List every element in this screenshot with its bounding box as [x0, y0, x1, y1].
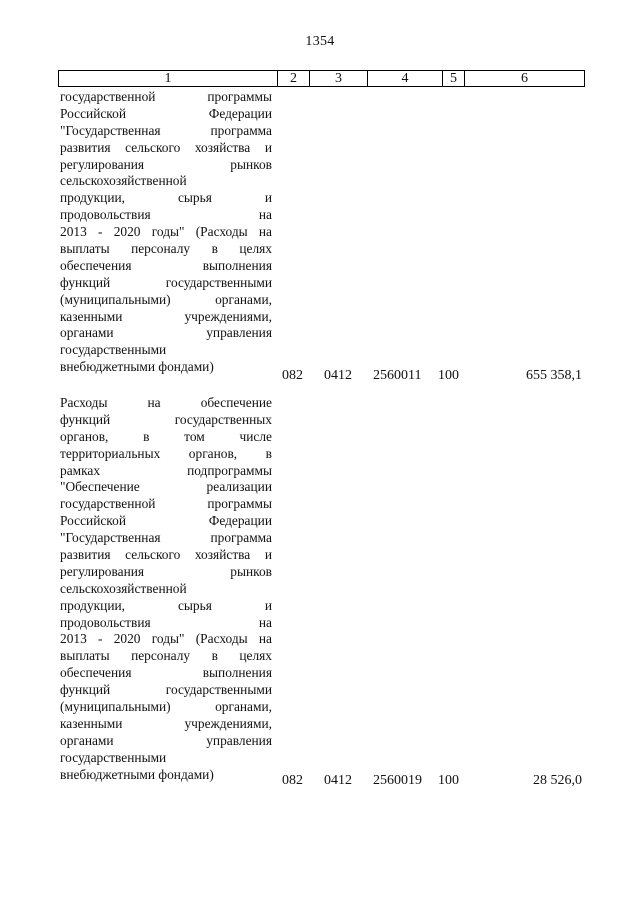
header-cell-6: 6 [464, 71, 584, 86]
description-line: органами управления [60, 732, 272, 748]
description-line: (муниципальными) органами, [60, 699, 272, 715]
header-cell-4: 4 [367, 71, 442, 86]
description-line: продукции, сырья и [60, 597, 272, 613]
description-line: органов, в том числе [60, 428, 272, 444]
description-line: внебюджетными фондами) [60, 766, 214, 782]
description-line: казенными учреждениями, [60, 308, 272, 324]
description-line: 2013 - 2020 годы" (Расходы на [60, 224, 272, 240]
description-line: продовольствия на [60, 207, 272, 223]
description-line: регулирования рынков [60, 563, 272, 579]
description-line: государственной программы [60, 89, 272, 104]
cell-col3: 0412 [324, 773, 352, 788]
description-line: казенными учреждениями, [60, 715, 272, 731]
description-line: выплаты персоналу в целях [60, 241, 272, 257]
cell-col4: 2560019 [373, 773, 422, 788]
table-header-row [58, 70, 585, 87]
description-line: продовольствия на [60, 614, 272, 630]
table-row-description [60, 89, 272, 376]
table-row [0, 773, 640, 790]
description-line: органами управления [60, 325, 272, 341]
description-line: выплаты персоналу в целях [60, 648, 272, 664]
description-line: продукции, сырья и [60, 190, 272, 206]
cell-col3: 0412 [324, 368, 352, 383]
description-line: функций государственными [60, 682, 272, 698]
cell-col5: 100 [438, 773, 459, 788]
description-line: государственной программы [60, 496, 272, 512]
header-cell-2: 2 [277, 71, 309, 86]
table-row-description [60, 395, 272, 783]
description-line: "Государственная программа [60, 530, 272, 546]
description-line: обеспечения выполнения [60, 257, 272, 273]
description-line: "Обеспечение реализации [60, 479, 272, 495]
table-row [0, 368, 640, 385]
description-line: регулирования рынков [60, 156, 272, 172]
description-line: государственными [60, 342, 167, 358]
description-line: территориальных органов, в [60, 445, 272, 461]
description-line: сельскохозяйственной [60, 580, 187, 596]
description-line: внебюджетными фондами) [60, 359, 214, 375]
cell-col2: 082 [282, 368, 303, 383]
header-cell-1: 1 [164, 71, 172, 86]
description-line: "Государственная программа [60, 122, 272, 138]
description-line: Расходы на обеспечение [60, 395, 272, 410]
description-line: 2013 - 2020 годы" (Расходы на [60, 631, 272, 647]
description-line: рамках подпрограммы [60, 462, 272, 478]
page-number: 1354 [305, 34, 335, 49]
description-line: сельскохозяйственной [60, 173, 187, 189]
description-line: функций государственными [60, 274, 272, 290]
description-line: развития сельского хозяйства и [60, 139, 272, 155]
description-line: развития сельского хозяйства и [60, 547, 272, 563]
cell-col6: 655 358,1 [526, 368, 582, 383]
header-cell-3: 3 [309, 71, 367, 86]
header-cell-5: 5 [442, 71, 464, 86]
description-line: функций государственных [60, 411, 272, 427]
description-line: обеспечения выполнения [60, 665, 272, 681]
description-line: Российской Федерации [60, 513, 272, 529]
cell-col6: 28 526,0 [533, 773, 582, 788]
cell-col2: 082 [282, 773, 303, 788]
description-line: Российской Федерации [60, 105, 272, 121]
cell-col5: 100 [438, 368, 459, 383]
description-line: (муниципальными) органами, [60, 291, 272, 307]
cell-col4: 2560011 [373, 368, 422, 383]
description-line: государственными [60, 749, 167, 765]
